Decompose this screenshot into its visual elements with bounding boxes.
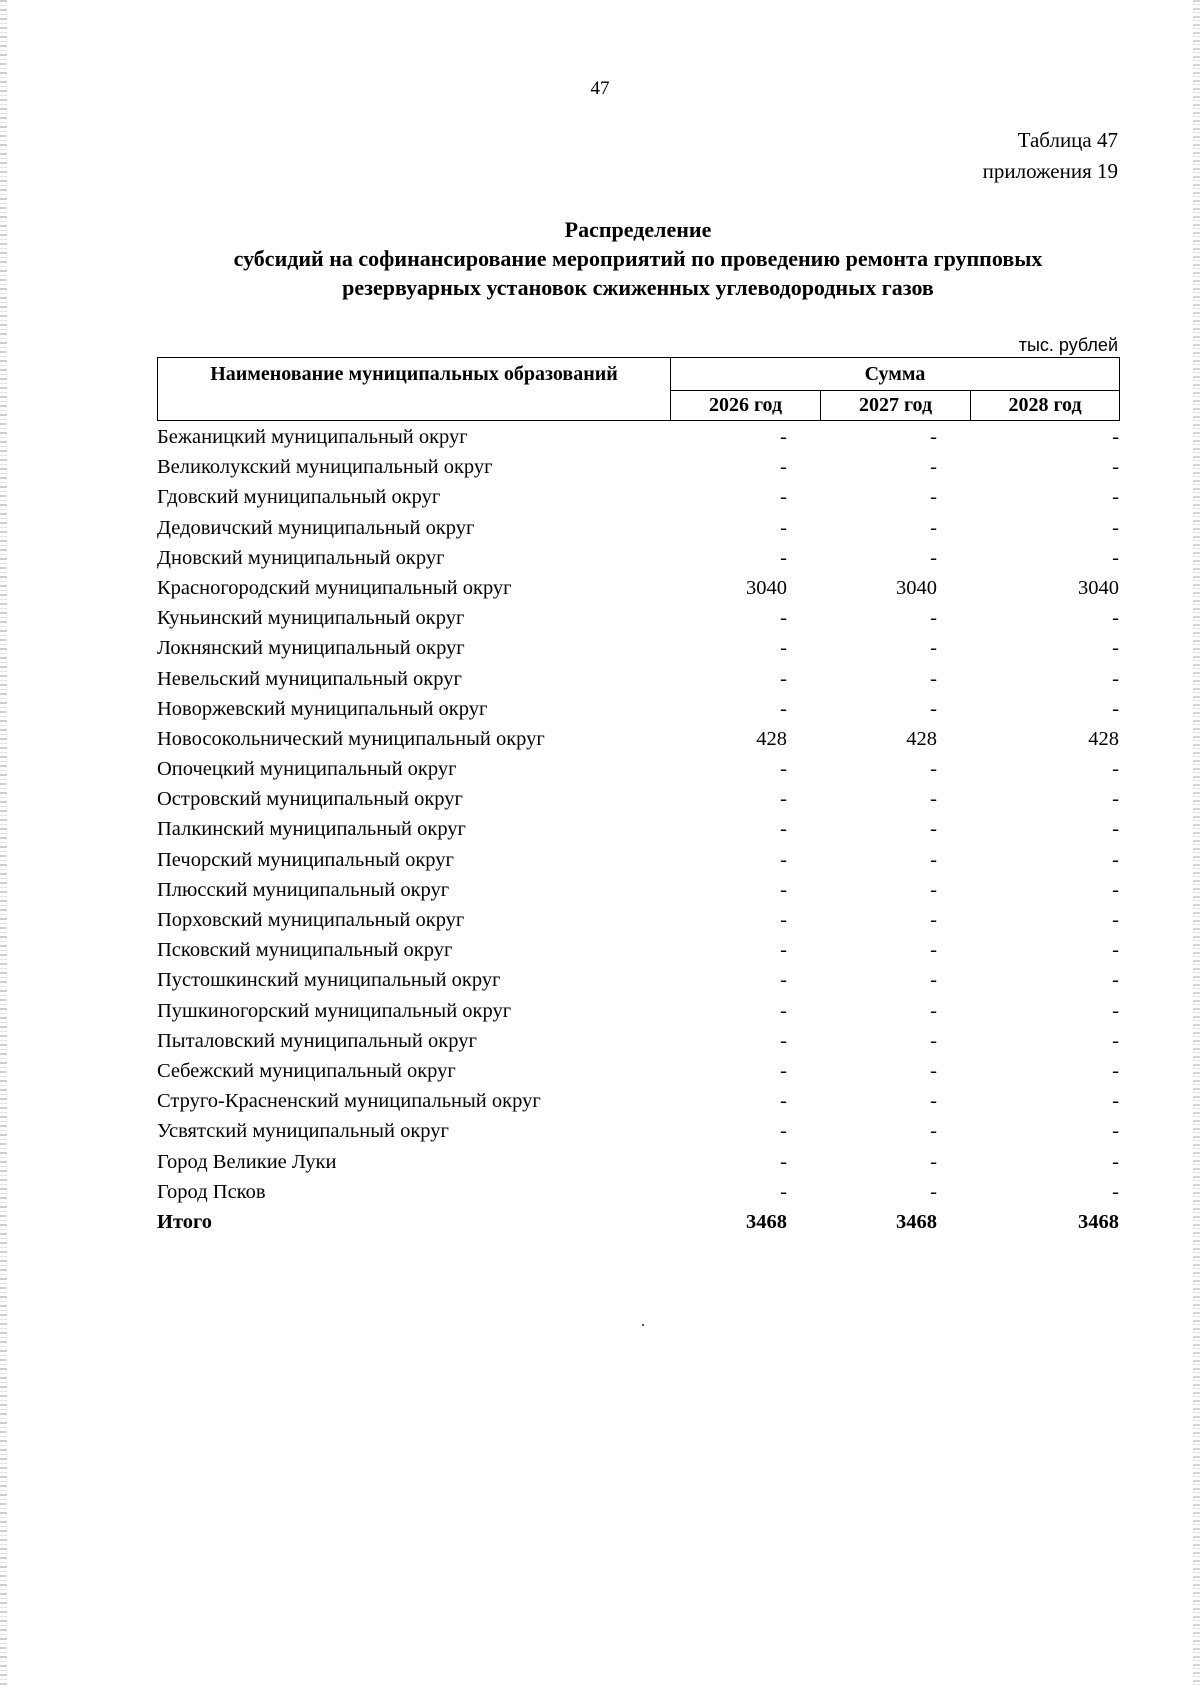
municipality-name: Печорский муниципальный округ <box>157 848 454 871</box>
table-row <box>157 452 1119 482</box>
municipality-name: Дновский муниципальный округ <box>157 546 445 569</box>
table-row <box>157 1086 1119 1116</box>
table-row <box>157 965 1119 995</box>
municipality-name: Себежский муниципальный округ <box>157 1059 456 1082</box>
table-row <box>157 1056 1119 1086</box>
table-row <box>157 996 1119 1026</box>
total-2027: 3468 <box>896 1210 937 1233</box>
value-2026: - <box>780 818 787 841</box>
value-2028: - <box>1112 878 1119 901</box>
value-2027: - <box>930 1029 937 1052</box>
value-2026: - <box>780 848 787 871</box>
value-2027: - <box>930 516 937 539</box>
value-2028: - <box>1112 1150 1119 1173</box>
table-row <box>157 603 1119 633</box>
table-row <box>157 633 1119 663</box>
municipality-name: Гдовский муниципальный округ <box>157 486 441 509</box>
value-2028: - <box>1112 999 1119 1022</box>
document-title <box>0 215 1200 302</box>
value-2026: - <box>780 999 787 1022</box>
table-row <box>157 482 1119 512</box>
value-2028: - <box>1112 516 1119 539</box>
value-2026: - <box>780 1150 787 1173</box>
value-2027: - <box>930 456 937 479</box>
table-row <box>157 1177 1119 1207</box>
table-row <box>157 1116 1119 1146</box>
municipality-name: Усвятский муниципальный округ <box>157 1120 449 1143</box>
value-2027: - <box>930 1090 937 1113</box>
value-2027: - <box>930 667 937 690</box>
municipality-name: Пушкиногорский муниципальный округ <box>157 999 512 1022</box>
value-2027: - <box>930 1120 937 1143</box>
value-2028: - <box>1112 667 1119 690</box>
value-2026: - <box>780 1180 787 1203</box>
document-title-line-2: субсидий на софинансирование мероприятий по проведению ремонта групповых <box>233 246 1043 271</box>
value-2028: 3040 <box>1078 576 1119 599</box>
value-2026: - <box>780 456 787 479</box>
municipality-name: Невельский муниципальный округ <box>157 667 462 690</box>
value-2026: - <box>780 909 787 931</box>
table-row <box>157 422 1119 452</box>
value-2028: - <box>1112 939 1119 962</box>
header-sum: Сумма <box>671 358 1120 391</box>
value-2028: - <box>1112 546 1119 569</box>
table-row <box>157 754 1119 784</box>
table-row <box>157 814 1119 844</box>
table-row <box>157 1147 1119 1177</box>
value-2028: - <box>1112 637 1119 660</box>
value-2027: - <box>930 1059 937 1082</box>
value-2026: - <box>780 878 787 901</box>
value-2027: - <box>930 546 937 569</box>
table-row <box>157 784 1119 814</box>
table-row <box>157 875 1119 905</box>
value-2027: 3040 <box>896 576 937 599</box>
value-2027: - <box>930 909 937 931</box>
value-2027: - <box>930 848 937 871</box>
value-2028: - <box>1112 607 1119 630</box>
table-row <box>157 935 1119 965</box>
table-reference <box>983 125 1118 187</box>
document-title-line-3: резервуарных установок сжиженных углеводородных газов <box>342 275 934 300</box>
table-row <box>157 845 1119 875</box>
page-number: 47 <box>590 78 610 99</box>
municipality-name: Псковский муниципальный округ <box>157 939 453 962</box>
municipality-name: Опочецкий муниципальный округ <box>157 758 457 781</box>
value-2027: - <box>930 818 937 841</box>
municipality-name: Великолукский муниципальный округ <box>157 456 493 479</box>
value-2026: - <box>780 1029 787 1052</box>
table-row <box>157 694 1119 724</box>
table-row <box>157 724 1119 754</box>
table-reference-appendix: приложения 19 <box>982 159 1118 183</box>
municipality-name: Струго-Красненский муниципальный округ <box>157 1090 541 1113</box>
value-2028: - <box>1112 1059 1119 1082</box>
value-2027: - <box>930 697 937 720</box>
value-2027: 428 <box>906 727 937 750</box>
value-2028: - <box>1112 1120 1119 1143</box>
value-2028: - <box>1112 426 1119 448</box>
value-2027: - <box>930 788 937 811</box>
value-2026: - <box>780 1059 787 1082</box>
table-row <box>157 1026 1119 1056</box>
municipality-name: Новоржевский муниципальный округ <box>157 697 488 720</box>
value-2026: 3040 <box>746 576 787 599</box>
value-2026: - <box>780 637 787 660</box>
value-2026: - <box>780 939 787 962</box>
value-2026: - <box>780 546 787 569</box>
value-2026: - <box>780 1120 787 1143</box>
total-2026: 3468 <box>746 1210 787 1233</box>
header-year-2026: 2026 год <box>671 391 821 421</box>
value-2028: - <box>1112 909 1119 931</box>
value-2026: - <box>780 969 787 992</box>
value-2027: - <box>930 1150 937 1173</box>
table-body <box>157 422 1119 1237</box>
value-2026: - <box>780 667 787 690</box>
municipality-name: Пыталовский муниципальный округ <box>157 1029 477 1052</box>
value-2026: - <box>780 1090 787 1113</box>
table-header <box>157 357 1120 421</box>
header-year-2028: 2028 год <box>971 391 1120 421</box>
value-2028: - <box>1112 697 1119 720</box>
unit-label: тыс. рублей <box>1018 335 1118 355</box>
table-row <box>157 905 1119 935</box>
value-2027: - <box>930 878 937 901</box>
municipality-name: Город Псков <box>157 1180 266 1203</box>
value-2027: - <box>930 969 937 992</box>
value-2027: - <box>930 1180 937 1203</box>
table-row <box>157 513 1119 543</box>
value-2028: - <box>1112 486 1119 509</box>
municipality-name: Плюсский муниципальный округ <box>157 878 450 901</box>
municipality-name: Порховский муниципальный округ <box>157 909 465 931</box>
table-row <box>157 664 1119 694</box>
header-municipality-name: Наименование муниципальных образований <box>158 358 671 421</box>
municipality-name: Город Великие Луки <box>157 1150 337 1173</box>
value-2026: - <box>780 758 787 781</box>
table-reference-number: Таблица 47 <box>1017 128 1118 152</box>
value-2028: - <box>1112 456 1119 479</box>
value-2026: 428 <box>756 727 787 750</box>
table-row <box>157 573 1119 603</box>
municipality-name: Локнянский муниципальный округ <box>157 637 465 660</box>
municipality-name: Новосокольнический муниципальный округ <box>157 727 545 750</box>
value-2028: - <box>1112 1029 1119 1052</box>
value-2026: - <box>780 607 787 630</box>
total-2028: 3468 <box>1078 1210 1119 1233</box>
document-title-line-1: Распределение <box>564 217 712 242</box>
value-2028: - <box>1112 1180 1119 1203</box>
municipality-name: Пустошкинский муниципальный округ <box>157 969 501 992</box>
municipality-name: Островский муниципальный округ <box>157 788 463 811</box>
total-row <box>157 1207 1119 1237</box>
value-2027: - <box>930 607 937 630</box>
value-2028: - <box>1112 1090 1119 1113</box>
municipality-name: Куньинский муниципальный округ <box>157 607 465 630</box>
municipality-name: Дедовичский муниципальный округ <box>157 516 475 539</box>
value-2028: - <box>1112 969 1119 992</box>
header-year-2027: 2027 год <box>821 391 971 421</box>
value-2028: 428 <box>1088 727 1119 750</box>
value-2028: - <box>1112 818 1119 841</box>
value-2027: - <box>930 758 937 781</box>
municipality-name: Палкинский муниципальный округ <box>157 818 466 841</box>
value-2028: - <box>1112 848 1119 871</box>
value-2027: - <box>930 939 937 962</box>
value-2026: - <box>780 426 787 448</box>
value-2026: - <box>780 697 787 720</box>
municipality-name: Красногородский муниципальный округ <box>157 576 512 599</box>
total-label: Итого <box>157 1210 213 1233</box>
municipality-name: Бежаницкий муниципальный округ <box>157 426 468 448</box>
value-2028: - <box>1112 788 1119 811</box>
value-2027: - <box>930 637 937 660</box>
value-2027: - <box>930 999 937 1022</box>
value-2026: - <box>780 788 787 811</box>
value-2028: - <box>1112 758 1119 781</box>
value-2026: - <box>780 516 787 539</box>
table-row <box>157 543 1119 573</box>
value-2026: - <box>780 486 787 509</box>
value-2027: - <box>930 426 937 448</box>
scan-speck <box>642 1324 644 1326</box>
value-2027: - <box>930 486 937 509</box>
